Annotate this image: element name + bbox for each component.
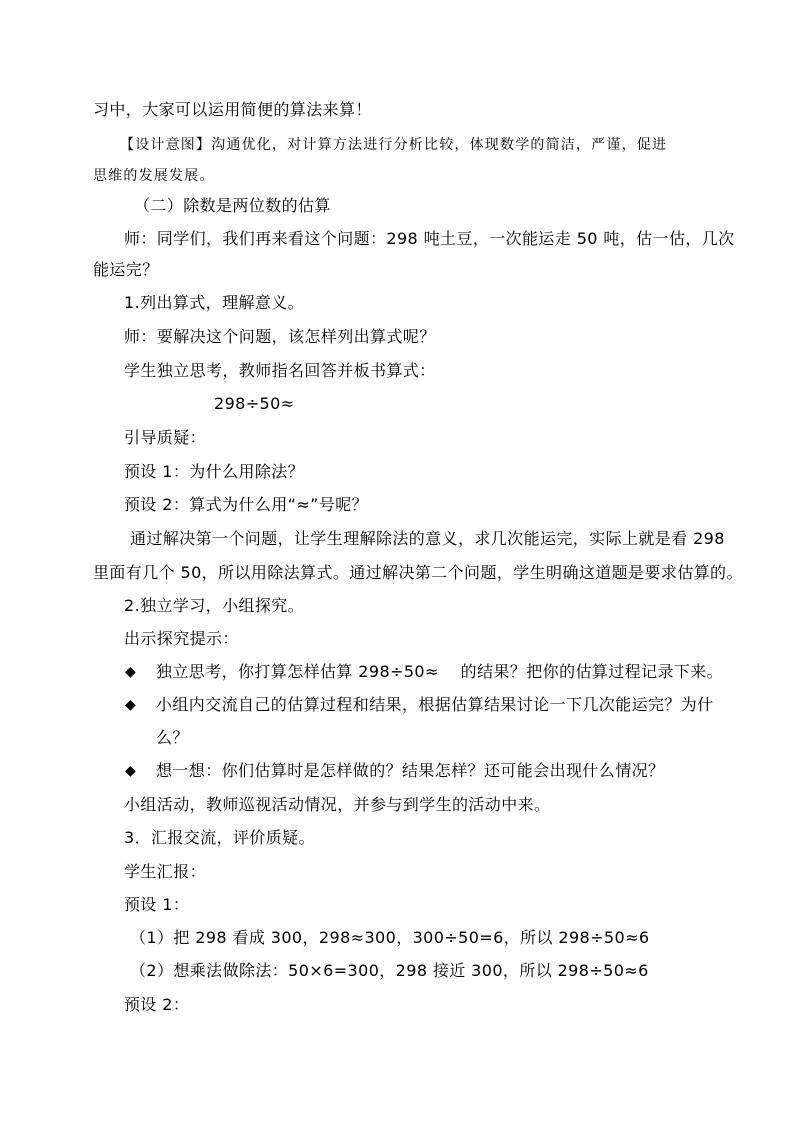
bullet-icon: ◆: [125, 664, 136, 680]
step-heading: 1.列出算式，理解意义。: [124, 293, 305, 312]
hint-item: 独立思考，你打算怎样估算 298÷50≈ 的结果？把你的估算过程记录下来。: [156, 662, 724, 681]
text-line: 学生独立思考，教师指名回答并板书算式：: [124, 361, 436, 380]
formula: 298÷50≈: [214, 394, 295, 413]
method-line: （2）想乘法做除法：50×6=300，298 接近 300，所以 298÷50≈6: [130, 961, 649, 980]
bullet-icon: ◆: [125, 763, 136, 779]
text-line: 能运完？: [93, 260, 159, 279]
hint-item: 想一想：你们估算时是怎样做的？结果怎样？还可能会出现什么情况？: [156, 761, 665, 780]
section-heading: （二）除数是两位数的估算: [134, 196, 331, 215]
step-heading: 2.独立学习，小组探究。: [124, 596, 305, 615]
text-line: 习中，大家可以运用简便的算法来算！: [93, 100, 372, 119]
method-line: （1）把 298 看成 300，298≈300，300÷50=6，所以 298÷50≈6: [130, 928, 650, 947]
text-line: 学生汇报：: [124, 862, 207, 881]
design-intent-line: 思维的发展发展。: [93, 168, 215, 184]
text-line: 出示探究提示：: [124, 629, 239, 648]
text-line: 预设 1：: [124, 895, 190, 914]
text-line: 里面有几个 50，所以用除法算式。通过解决第二个问题，学生明确这道题是要求估算的。: [93, 563, 743, 582]
bullet-icon: ◆: [125, 697, 136, 713]
hint-item: 小组内交流自己的估算过程和结果，根据估算结果讨论一下几次能运完？为什: [156, 695, 714, 714]
text-line: 通过解决第一个问题，让学生理解除法的意义，求几次能运完，实际上就是看 298: [130, 529, 725, 548]
text-line: 师：要解决这个问题，该怎样列出算式呢？: [124, 327, 436, 346]
design-intent-line: 【设计意图】沟通优化，对计算方法进行分析比较，体现数学的简洁，严谨，促进: [120, 137, 668, 153]
text-line: 预设 1：为什么用除法？: [124, 462, 305, 481]
text-line: 引导质疑：: [124, 428, 207, 447]
text-line: 预设 2：算式为什么用“≈”号呢？: [124, 495, 369, 514]
hint-item: 么？: [156, 728, 189, 747]
step-heading: 3．汇报交流，评价质疑。: [124, 828, 315, 847]
text-line: 预设 2：: [124, 995, 190, 1014]
text-line: 小组活动，教师巡视活动情况，并参与到学生的活动中来。: [124, 795, 551, 814]
text-line: 师：同学们，我们再来看这个问题：298 吨土豆，一次能运走 50 吨，估一估，几次: [124, 229, 735, 248]
